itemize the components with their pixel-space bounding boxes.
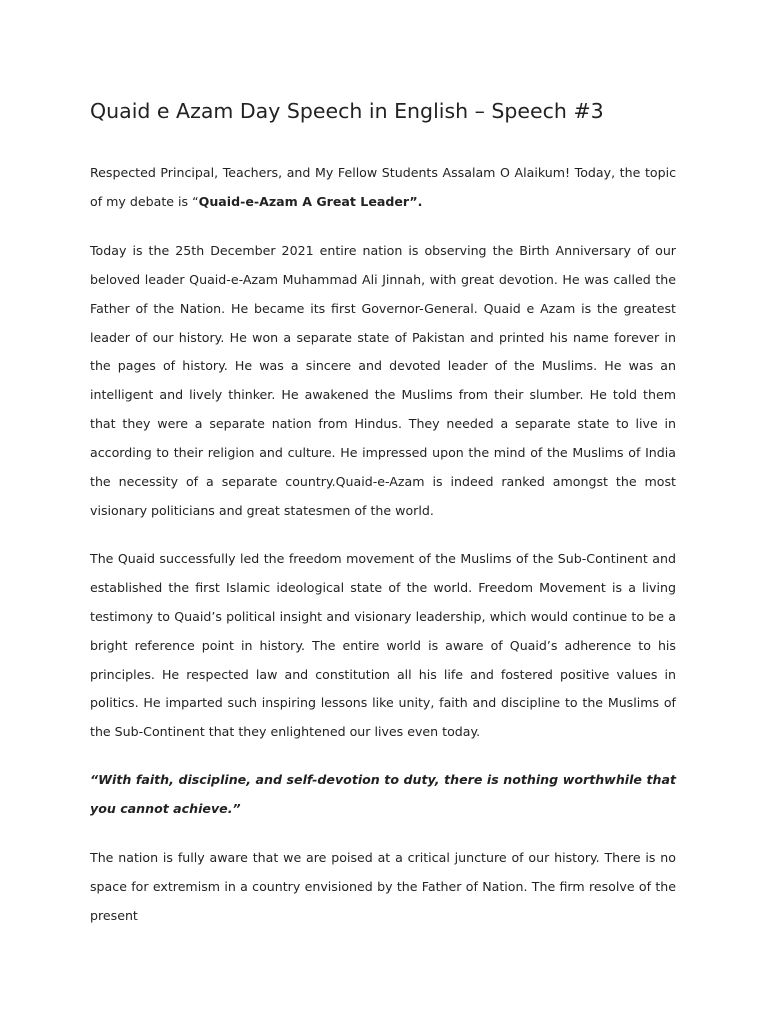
body-paragraph-2: The Quaid successfully led the freedom movement of the Muslims of the Sub-Continent and established the first Islamic ideological state of the world. Freedom Movement is a living testimony to Quaid’s political insight and visionary leadership, which would continue to be a bright reference point in history. The entire world is aware of Quaid’s adherence to his principles. He respected law and constitution all his life and fostered positive values in politics. He imparted such inspiring lessons like unity, faith and discipline to the Muslims of the Sub-Continent that they enlightened our lives even today.	[90, 550, 676, 740]
intro-suffix: ”.	[409, 193, 423, 209]
quote-paragraph: “With faith, discipline, and self-devotion to duty, there is nothing worthwhile that you cannot achieve.”	[90, 772, 676, 817]
body-paragraph-1: Today is the 25th December 2021 entire nation is observing the Birth Anniversary of our beloved leader Quaid-e-Azam Muhammad Ali Jinnah, with great devotion. He was called the Father of the Nation. He became its first Governor-General. Quaid e Azam is the greatest leader of our history. He won a separate state of Pakistan and printed his name forever in the pages of history. He was a sincere and devoted leader of the Muslims. He was an intelligent and lively thinker. He awakened the Muslims from their slumber. He told them that they were a separate nation from Hindus. They needed a separate state to live in according to their religion and culture. He impressed upon the mind of the Muslims of India the necessity of a separate country.Quaid-e-Azam is indeed ranked amongst the most visionary politicians and great statesmen of the world.	[90, 242, 676, 518]
document-page	[90, 94, 676, 950]
intro-text: Respected Principal, Teachers, and My Fellow Students Assalam O Alaikum! Today, the topic of my debate is “	[90, 165, 676, 209]
debate-topic: Quaid-e-Azam A Great Leader	[198, 193, 410, 209]
intro-paragraph	[90, 159, 676, 217]
page-title: Quaid e Azam Day Speech in English – Speech #3	[90, 99, 604, 123]
body-paragraph-3: The nation is fully aware that we are poised at a critical juncture of our history. There is no space for extremism in a country envisioned by the Father of Nation. The firm resolve of the present	[90, 850, 676, 923]
